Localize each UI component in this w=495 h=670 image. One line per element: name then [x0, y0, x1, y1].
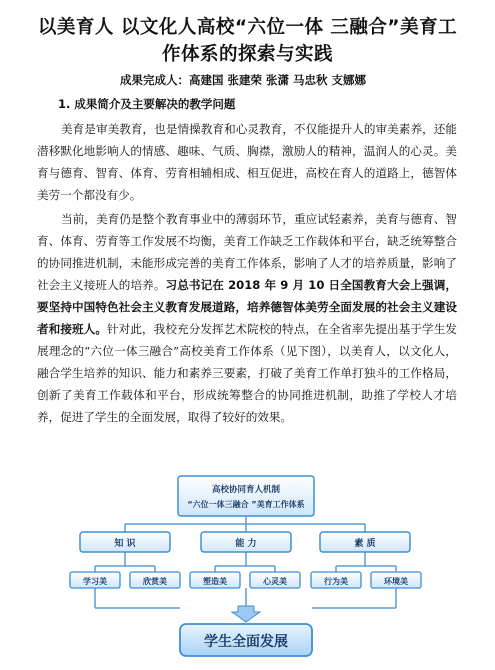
document-title — [24, 14, 471, 68]
box-environment-beauty: 环境美 — [384, 577, 408, 586]
title-line-1: 以美育人 以文化人高校“六位一体 三融合”美育工 — [37, 17, 458, 38]
bottom-boxes — [70, 572, 421, 588]
box-ability: 能 力 — [235, 539, 257, 549]
top-system-box — [178, 476, 314, 516]
box-appreciate-beauty: 欣赏美 — [143, 577, 167, 586]
middle-boxes — [80, 532, 410, 552]
paragraph-2-rest: 针对此，我校充分发挥艺术院校的特点，在全省率先提出基于学生发展理念的“六位一体三融合”高校美育工作体系（见下图），以美育人，以文化人，融合学生培养的知识、能力和素养三要素，打破了美育工作单打独斗的工作格局，创新了美育工作载体和平台，形成统筹整合的协同推进机制，助推了学校人才培养，促进了学生的全面发展，取得了较好的效果。 — [37, 322, 457, 424]
result-box — [180, 624, 312, 656]
section-heading: 1. 成果简介及主要解决的教学问题 — [58, 97, 236, 111]
paragraph-2-quote: 习总书记在 2018 年 9 月 10 日全国教育大会上强调，要坚持中国特色社会主义教育发展道路，培养德智体美劳全面发展的社会主义建设者和接班人。 — [37, 278, 457, 336]
box-quality: 素 质 — [354, 539, 376, 549]
box-soul-beauty: 心灵美 — [263, 577, 287, 586]
authors-line — [120, 72, 366, 88]
diagram-connectors — [95, 516, 396, 612]
result-text: 学生全面发展 — [204, 634, 288, 650]
title-line-2: 作体系的探索与实践 — [161, 44, 333, 65]
top-box-line-2: “六位一体三融合 ”美育工作体系 — [187, 500, 305, 509]
paragraph-1: 美育是审美教育，也是情操教育和心灵教育，不仅能提升人的审美素养，还能潜移默化地影响人的情感、趣味、气质、胸襟，激励人的精神，温润人的心灵。美育与德育、智育、体育、劳育相辅相成、相互促进，高校在育人的道路上，德智体美劳一个都没有少。 — [37, 122, 457, 202]
box-shape-beauty: 塑造美 — [203, 577, 227, 586]
down-arrow-icon — [232, 606, 260, 622]
box-knowledge: 知 识 — [114, 539, 136, 549]
top-box-line-1: 高校协同育人机制 — [211, 485, 281, 495]
box-learn-beauty: 学习美 — [83, 577, 107, 586]
paragraph-2-intro: 当前，美育仍是整个教育事业中的薄弱环节，重应试轻素养，美育与德育、智育、体育、劳育等工作发展不均衡，美育工作缺乏工作载体和平台，缺乏统筹整合的协同推进机制，未能形成完善的美育工作体系，影响了人才的培养质量，影响了社会主义接班人的培养。 — [37, 212, 457, 292]
authors-names: 高建国 张建荣 张潇 马忠秋 支娜娜 — [189, 73, 367, 87]
paragraph-2 — [37, 208, 457, 428]
authors-label: 成果完成人： — [120, 73, 189, 87]
box-behavior-beauty: 行为美 — [324, 577, 348, 586]
education-system-diagram — [60, 462, 440, 670]
